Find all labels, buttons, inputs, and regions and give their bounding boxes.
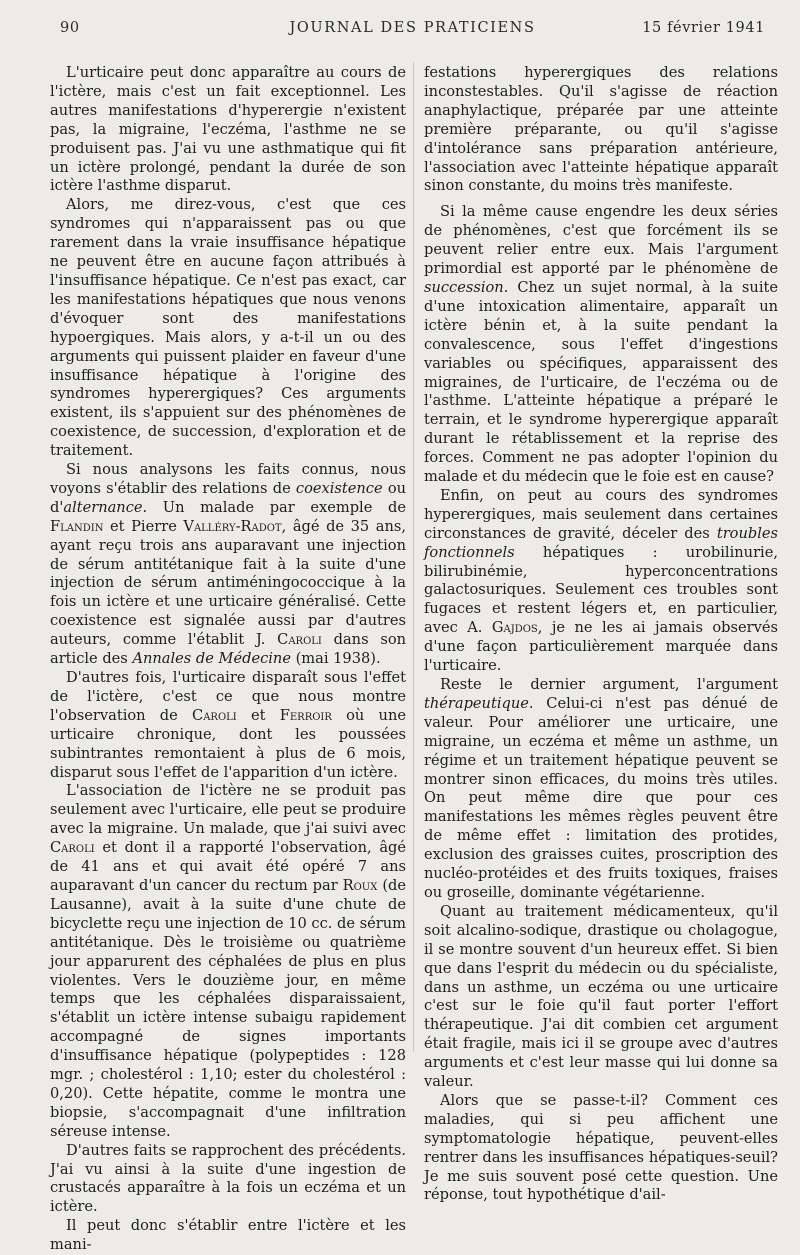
emphasis: succession <box>424 278 504 296</box>
paragraph-continued: festations hyperergiques des relations inconstestables. Qu'il s'agisse de réaction anaphylactique, préparée par une atteinte première préparante, ou qu'il s'agisse d'intolérance sans préparation antérieure, l'association avec l'atteinte hépatique apparaît sinon constante, du moins très manifeste. <box>424 64 778 195</box>
author-name: Roux <box>342 876 378 894</box>
paragraph: Alors que se passe-t-il? Comment ces maladies, qui si peu affichent une symptomatologie hépatique, peuvent-elles rentrer dans les insuffisances hépatiques-seuil? Je me suis souvent posé cette question. Une réponse, tout hypothétique d'ail- <box>424 1091 778 1204</box>
paragraph: Si la même cause engendre les deux séries de phénomènes, c'est que forcément ils se peuvent relier entre eux. Mais l'argument primordial est apporté par le phénomène de succession. Chez un sujet normal, à la suite d'une intoxication alimentaire, apparaît un ictère bénin et, à la suite pendant la convalescence, sous l'effet d'ingestions variables ou spécifiques, apparaissent des migraines, de l'urticaire, de l'eczéma ou de l'asthme. L'atteinte hépatique a préparé le terrain, et le syndrome hyperergique apparaît durant le rétablissement et la reprise des forces. Comment ne pas adopter l'opinion du malade et du médecin que le foie est en cause? <box>424 203 778 486</box>
right-column <box>424 64 778 1205</box>
paragraph: L'urticaire peut donc apparaître au cours de l'ictère, mais c'est un fait exceptionnel. Les autres manifestations d'hyperergie n'existent pas, la migraine, l'eczéma, l'asthme ne se produisent pas. J'ai vu une asthmatique qui fit un ictère prolongé, pendant la durée de son ictère l'asthme disparut. <box>50 64 406 195</box>
paragraph: Enfin, on peut au cours des syndromes hyperergiques, mais seulement dans certaines circonstances de gravité, déceler des troubles fonctionnels hépatiques : urobilinurie, bilirubinémie, hyperconcentrations galactosuriques. Seulement ces troubles sont fugaces et restent légers et, en particulier, avec A. Gajdos, je ne les ai jamais observés d'une façon particulièrement marquée dans l'urticaire. <box>424 486 778 675</box>
issue-date: 15 février 1941 <box>642 20 765 36</box>
paragraph: Reste le dernier argument, l'argument thérapeutique. Celui-ci n'est pas dénué de valeur. Pour améliorer une urticaire, une migraine, un eczéma et même un asthme, un régime et un traitement hépatique peuvent se montrer sinon efficaces, du moins très utiles. On peut même dire que pour ces manifestations les mêmes règles peuvent être de même effet : limitation des protides, exclusion des graisses cuites, proscription des nucléo-protéides et des fruits toxiques, fraises ou groseille, dominante végétarienne. <box>424 676 778 901</box>
paragraph: Alors, me direz-vous, c'est que ces syndromes qui n'apparaissent pas ou que rarement dans la vraie insuffisance hépatique ne peuvent être en aucune façon attribués à l'insuffisance hépatique. Ce n'est pas exact, car les manifestations hépatiques que nous venons d'évoquer sont des manifestations hypoergiques. Mais alors, y a-t-il un ou des arguments qui puissent plaider en faveur d'une insuffisance hépatique à l'origine des syndromes hyperergiques? Ces arguments existent, ils s'appuient sur des phénomènes de coexistence, de succession, d'exploration et de traitement. <box>50 196 406 460</box>
left-column <box>50 64 406 1255</box>
author-name: Gajdos <box>491 619 538 637</box>
author-name: Caroli <box>192 706 237 724</box>
author-name: Caroli <box>277 631 322 649</box>
paragraph: Il peut donc s'établir entre l'ictère et les mani- <box>50 1217 406 1254</box>
author-name: Caroli <box>50 839 95 857</box>
emphasis: coexistence <box>295 479 383 497</box>
journal-reference: Annales de Médecine <box>132 650 291 668</box>
paragraph: Quant au traitement médicamenteux, qu'il soit alcalino-sodique, drastique ou cholagogue, il se montre souvent d'un heureux effet. Si bien que dans l'esprit du médecin ou du spécialiste, dans un asthme, un eczéma ou une urticaire c'est sur le foie qu'il faut porter l'effort thérapeutique. J'ai dit combien cet argument était fragile, mais ici il se groupe avec d'autres arguments et c'est leur masse qui lui donne sa valeur. <box>424 902 778 1091</box>
paragraph: D'autres fois, l'urticaire disparaît sous l'effet de l'ictère, c'est ce que nous montre l'observation de Caroli et Ferroir où une urticaire chronique, dont les poussées subintrantes remontaient à plus de 6 mois, disparut sous l'effet de l'apparition d'un ictère. <box>50 669 406 781</box>
author-name: Ferroir <box>279 706 332 724</box>
author-name: Flandin <box>50 517 104 535</box>
running-header <box>60 20 765 40</box>
page-number: 90 <box>60 20 80 36</box>
paragraph: D'autres faits se rapprochent des précédents. J'ai vu ainsi à la suite d'une ingestion de crustacés apparaître à la fois un eczéma et un ictère. <box>50 1141 406 1216</box>
emphasis: thérapeutique <box>424 694 529 712</box>
column-divider <box>413 62 414 1052</box>
paragraph: L'association de l'ictère ne se produit pas seulement avec l'urticaire, elle peut se produire avec la migraine. Un malade, que j'ai suivi avec Caroli et dont il a rapporté l'observation, âgé de 41 ans et qui avait été opéré 7 ans auparavant d'un cancer du rectum par Roux (de Lausanne), avait à la suite d'une chute de bicyclette reçu une injection de 10 cc. de sérum antitétanique. Dès le troisième ou quatrième jour apparurent des céphalées de plus en plus violentes. Vers le douzième jour, en même temps que les céphalées disparaissaient, s'établit un ictère intense subaigu rapidement accompagné de signes importants d'insuffisance hépatique (polypeptides : 128 mgr. ; cholestérol : 1,10; ester du cholestérol : 0,20). Cette hépatite, comme le montra une biopsie, s'accompagnait d'une infiltration séreuse intense. <box>50 782 406 1140</box>
author-name: Valléry-Radot <box>183 517 282 535</box>
emphasis: troubles fonctionnels <box>424 524 778 561</box>
journal-title: JOURNAL DES PRATICIENS <box>289 20 536 36</box>
paragraph: Si nous analysons les faits connus, nous voyons s'établir des relations de coexistence ou d'alternance. Un malade par exemple de Flandin et Pierre Valléry-Radot, âgé de 35 ans, ayant reçu trois ans auparavant une injection de sérum antitétanique fait à la suite d'une injection de sérum antiméningococcique à la fois un ictère et une urticaire généralisé. Cette coexistence est signalée aussi par d'autres auteurs, comme l'établit J. Caroli dans son article des Annales de Médecine (mai 1938). <box>50 461 407 668</box>
emphasis: alternance <box>63 498 143 516</box>
